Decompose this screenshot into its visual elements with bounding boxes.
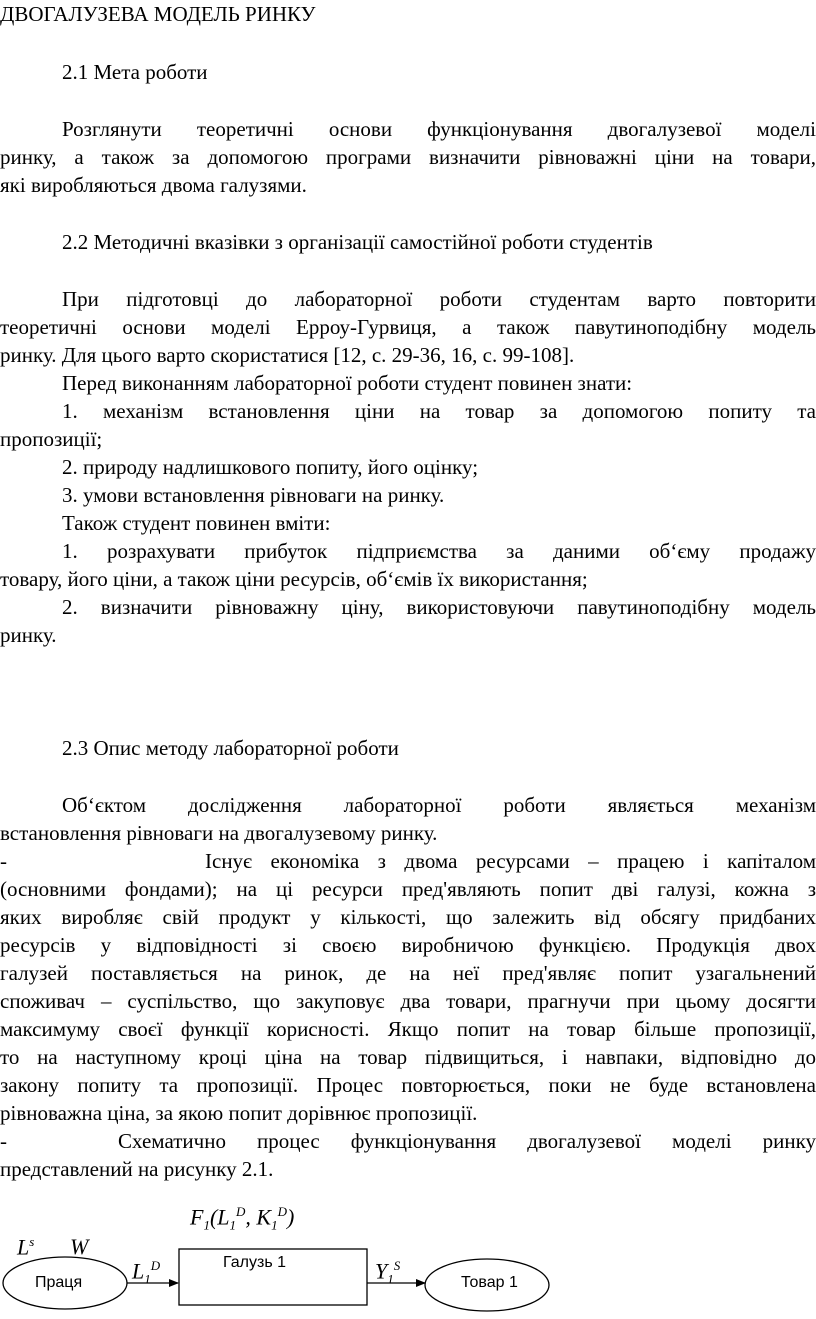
branch-node-label: Галузь 1 [223, 1254, 287, 1271]
prep-paragraph-line: теоретичні основи моделі Ерроу-Гурвиця, а також павутиноподібну модель [0, 315, 816, 339]
economy-paragraph-line: Існує економіка з двома ресурсами – працею і капіталом [205, 849, 816, 873]
figure-2-1-diagram [0, 1200, 816, 1319]
economy-paragraph-line: яких виробляє свій продукт у кількості, що залежить від обсягу придбаних [0, 905, 816, 929]
able-item-1: 1. розрахувати прибуток підприємства за даними об‘єму продажу [62, 539, 816, 563]
goal-paragraph-line: ринку, а також за допомогою програми визначити рівноважні ціни на товари, [0, 145, 816, 169]
prep-paragraph-line: ринку. Для цього варто скористатися [12, с. 29-36, 16, с. 99-108]. [0, 343, 575, 367]
diagram-svg [0, 1200, 816, 1319]
labor-supply-label: $L^s$ [17, 1234, 35, 1260]
able-intro: Також студент повинен вміти: [62, 511, 331, 535]
economy-paragraph-line: споживач – суспільство, що закуповує два товари, прагнучи при цьому досягти [0, 989, 816, 1013]
object-paragraph-line: Об‘єктом дослідження лабораторної роботи являється механізм [62, 793, 816, 817]
economy-paragraph-line: закону попиту та пропозиції. Процес повторюється, поки не буде встановлена [0, 1073, 816, 1097]
section-2-1-heading: 2.1 Мета роботи [62, 60, 208, 84]
object-paragraph-line: встановлення рівноваги на двогалузевому ринку. [0, 821, 438, 845]
know-item-1-cont: пропозиції; [0, 427, 103, 451]
scheme-paragraph-line: Схематично процес функціонування двогалузевої моделі ринку [118, 1129, 816, 1153]
section-2-3-heading: 2.3 Опис методу лабораторної роботи [62, 736, 399, 760]
list-dash: - [0, 849, 7, 873]
goods-node-label: Товар 1 [461, 1274, 518, 1291]
goal-paragraph-line: Розглянути теоретичні основи функціонування двогалузевої моделі [62, 117, 816, 141]
economy-paragraph-line: максимуму своєї функції корисності. Якщо попит на товар більше пропозиції, [0, 1017, 816, 1041]
economy-paragraph-line: то на наступному кроці ціна на товар підвищиться, і навпаки, відповідно до [0, 1045, 816, 1069]
know-intro: Перед виконанням лабораторної роботи студент повинен знати: [62, 371, 633, 395]
section-2-2-heading: 2.2 Методичні вказівки з організації самостійної роботи студентів [62, 230, 653, 254]
wage-label: W [70, 1234, 89, 1259]
labor-node-label: Праця [35, 1274, 83, 1291]
list-dash: - [0, 1129, 7, 1153]
economy-paragraph-line: (основними фондами); на ці ресурси пред'являють попит дві галузі, кожна з [0, 877, 816, 901]
scheme-paragraph-line: представлений на рисунку 2.1. [0, 1157, 274, 1181]
economy-paragraph-line: рівноважна ціна, за якою попит дорівнює пропозиції. [0, 1101, 478, 1125]
goal-paragraph-line: які виробляються двома галузями. [0, 173, 307, 197]
able-item-2-cont: ринку. [0, 623, 57, 647]
labor-demand-label: $L_1^D$ [132, 1258, 161, 1287]
economy-paragraph-line: ресурсів у відповідності зі своєю виробничою функцією. Продукція двох [0, 933, 816, 957]
know-item-2: 2. природу надлишкового попиту, його оцінку; [62, 455, 479, 479]
output-supply-label: $Y_1^S$ [375, 1258, 401, 1287]
prep-paragraph-line: При підготовці до лабораторної роботи студентам варто повторити [62, 287, 816, 311]
page-title: ДВОГАЛУЗЕВА МОДЕЛЬ РИНКУ [0, 2, 316, 26]
know-item-3: 3. умови встановлення рівноваги на ринку. [62, 483, 445, 507]
know-item-1: 1. механізм встановлення ціни на товар за допомогою попиту та [62, 399, 816, 423]
economy-paragraph-line: галузей поставляється на ринок, де на неї пред'являє попит узагальнений [0, 961, 816, 985]
able-item-2: 2. визначити рівноважну ціну, використовуючи павутиноподібну модель [62, 595, 816, 619]
production-function-label: $F_1(L_1^D$, $K_1^D$) [190, 1204, 295, 1233]
able-item-1-cont: товару, його ціни, а також ціни ресурсів, об‘ємів їх використання; [0, 567, 588, 591]
